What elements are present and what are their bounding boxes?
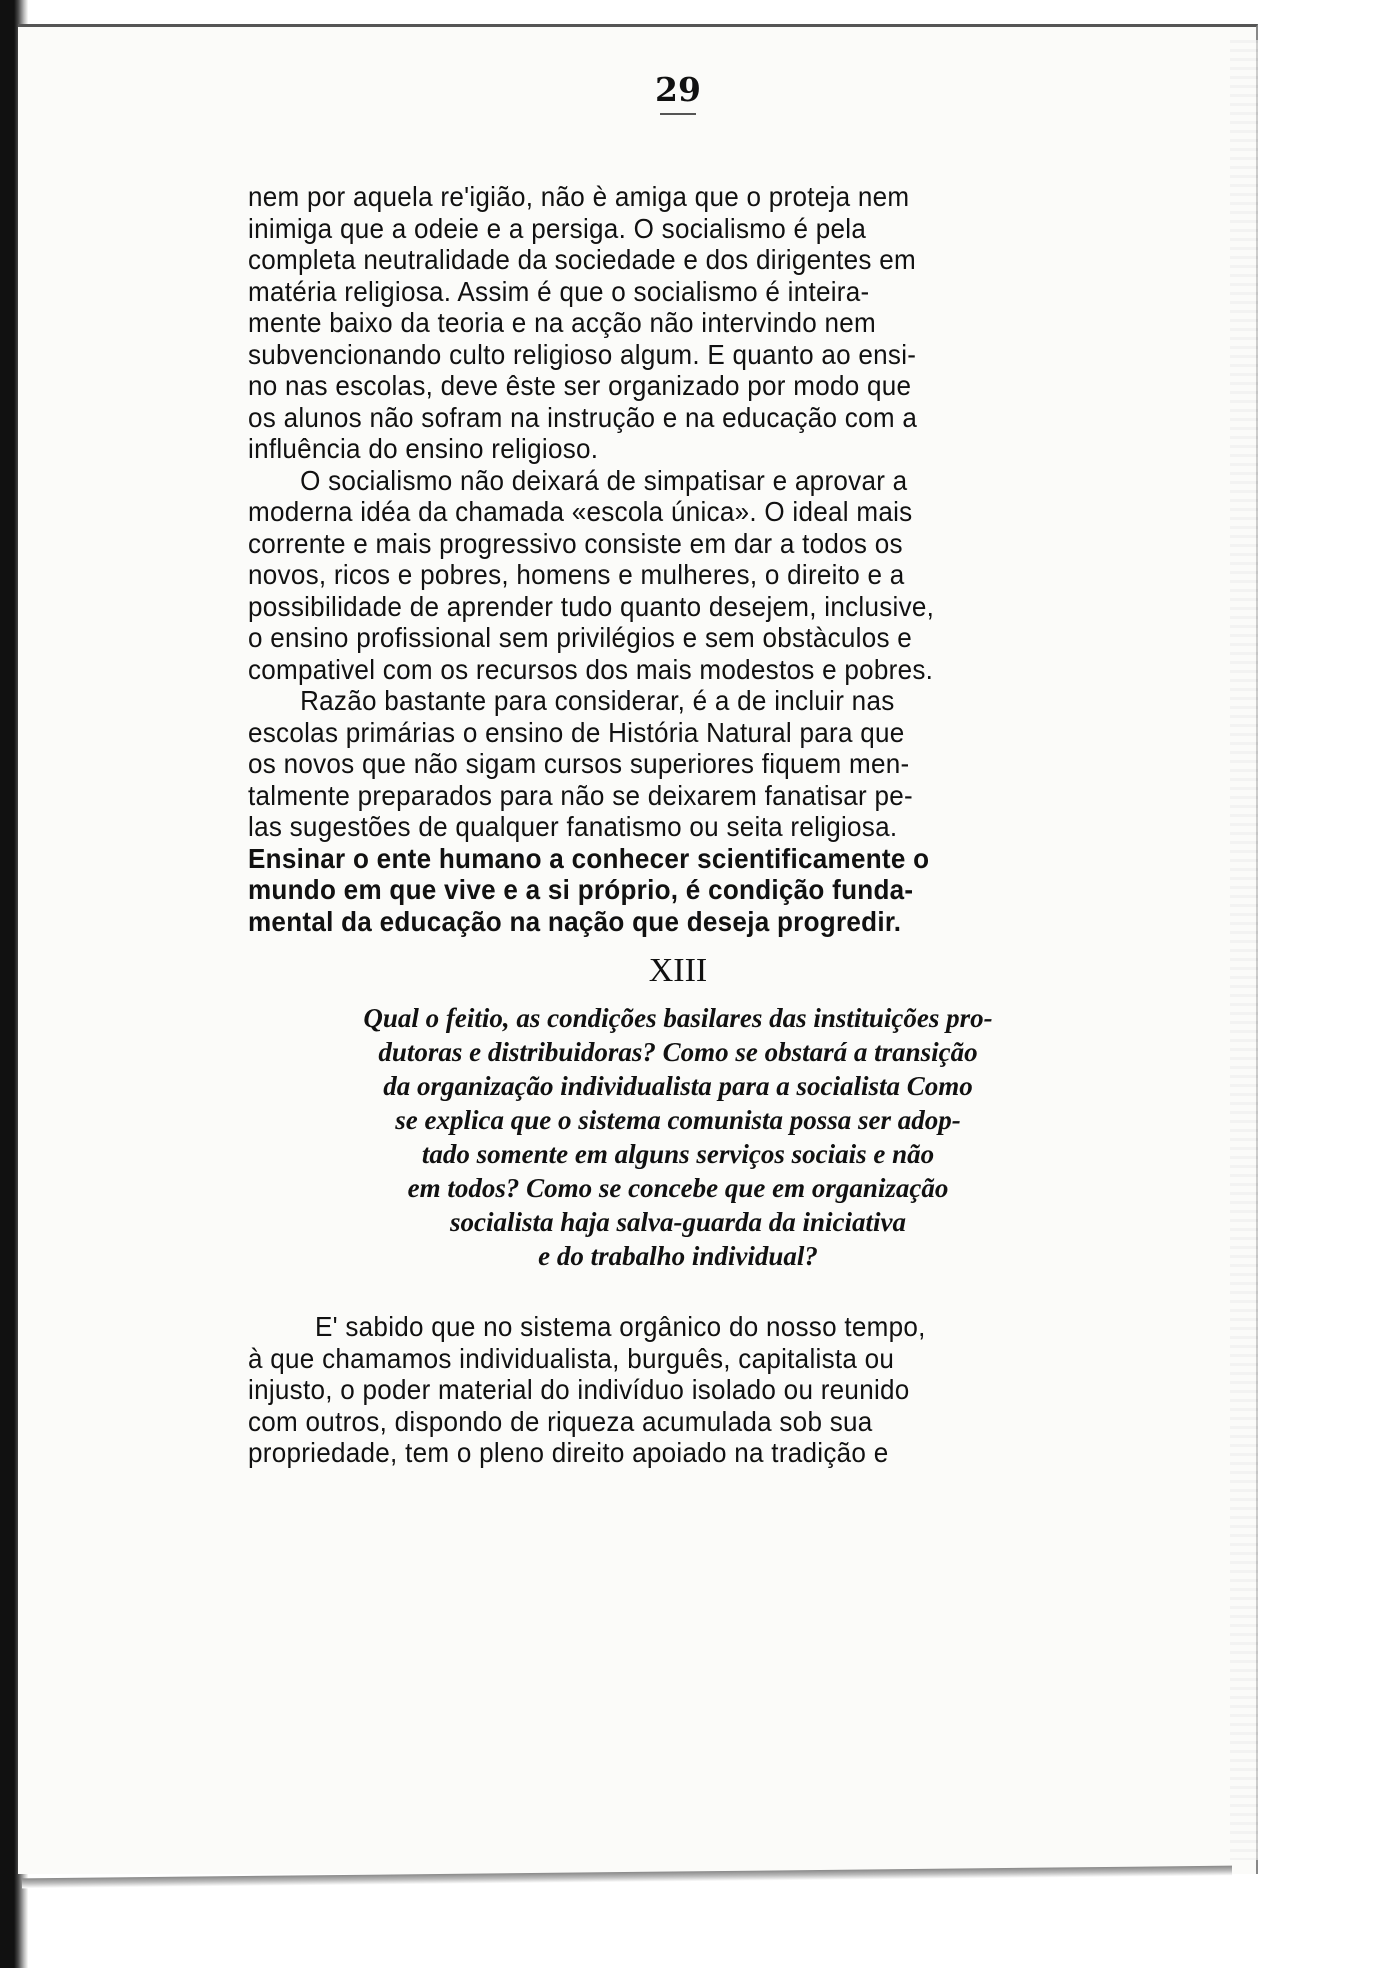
question-line: Qual o feitio, as condições basilares das instituições pro- <box>363 1003 993 1033</box>
page-number-underline <box>660 113 696 115</box>
text-line: O socialismo não deixará de simpatisar e aprovar a <box>300 464 908 496</box>
text-line: inimiga que a odeie e a persiga. O socialismo é pela <box>248 212 867 244</box>
page-content <box>248 60 1108 1469</box>
body-text-bottom <box>248 1311 1108 1469</box>
text-line: moderna idéa da chamada «escola única». O ideal mais <box>248 496 913 527</box>
text-line: nem por aquela re'igião, não è amiga que o proteja nem <box>248 181 910 212</box>
text-line: matéria religiosa. Assim é que o socialismo é inteira- <box>248 275 870 307</box>
question-line: em todos? Como se concebe que em organização <box>407 1173 949 1203</box>
question-line: se explica que o sistema comunista possa ser adop- <box>395 1105 961 1135</box>
page-number <box>418 70 938 115</box>
question-line: socialista haja salva-guarda da iniciativa <box>449 1207 907 1237</box>
page-number-text: 29 <box>655 70 701 109</box>
text-line: novos, ricos e pobres, homens e mulheres, o direito e a <box>248 559 905 590</box>
section-heading: XIII <box>648 952 708 989</box>
text-line-bold: mental da educação na nação que deseja progredir. <box>248 905 902 937</box>
text-line: no nas escolas, deve êste ser organizado por modo que <box>248 370 912 401</box>
text-line: completa neutralidade da sociedade e dos dirigentes em <box>248 244 916 275</box>
text-line: influência do ensino religioso. <box>248 433 599 464</box>
text-line: mente baixo da teoria e na acção não intervindo nem <box>248 307 877 338</box>
page-right-edge <box>1230 40 1258 1860</box>
question-line: dutoras e distribuidoras? Como se obstará a transição <box>378 1037 978 1067</box>
text-line: corrente e mais progressivo consiste em dar a todos os <box>248 527 903 559</box>
question-line: e do trabalho individual? <box>538 1241 818 1271</box>
text-line: à que chamamos individualista, burguês, capitalista ou <box>248 1342 895 1374</box>
text-line: E' sabido que no sistema orgânico do nosso tempo, <box>314 1311 926 1342</box>
question-line: tado somente em alguns serviços sociais e não <box>421 1139 935 1169</box>
text-line: escolas primárias o ensino de História Natural para que <box>248 716 905 748</box>
text-line: talmente preparados para não se deixarem fanatisar pe- <box>248 779 914 811</box>
text-line: o ensino profissional sem privilégios e sem obstàculos e <box>248 622 913 653</box>
text-line: injusto, o poder material do indivíduo isolado ou reunido <box>248 1374 910 1405</box>
text-line: compativel com os recursos dos mais modestos e pobres. <box>248 653 934 685</box>
text-line: os alunos não sofram na instrução e na educação com a <box>248 401 918 433</box>
text-line: os novos que não sigam cursos superiores fiquem men- <box>248 748 910 779</box>
text-line-bold: mundo em que vive e a si próprio, é condição funda- <box>248 874 914 905</box>
section-question <box>248 1001 1108 1273</box>
text-line: subvencionando culto religioso algum. E quanto ao ensi- <box>248 338 917 370</box>
text-line: com outros, dispondo de riqueza acumulada sob sua <box>248 1405 873 1437</box>
text-line-bold: Ensinar o ente humano a conhecer scientificamente o <box>248 842 930 874</box>
text-line: las sugestões de qualquer fanatismo ou seita religiosa. <box>248 811 898 842</box>
body-text <box>248 181 1108 937</box>
text-line: possibilidade de aprender tudo quanto desejem, inclusive, <box>248 590 935 622</box>
question-line: da organização individualista para a socialista Como <box>383 1071 973 1101</box>
text-line: Razão bastante para considerar, é a de incluir nas <box>300 685 895 716</box>
text-line: propriedade, tem o pleno direito apoiado na tradição e <box>248 1437 889 1468</box>
